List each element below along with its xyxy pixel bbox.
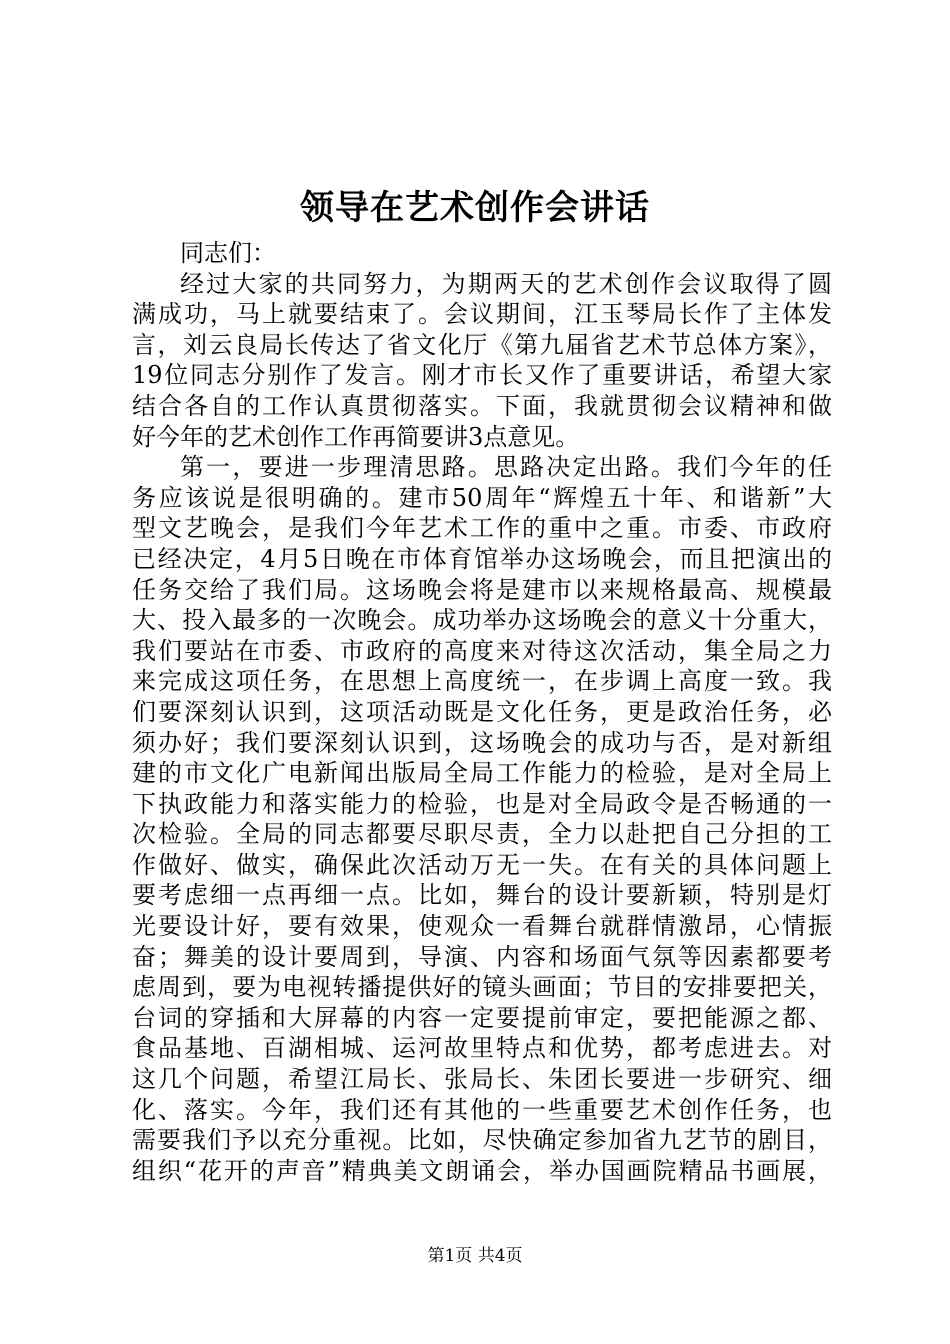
paragraph-line: 需要我们予以充分重视。比如，尽快确定参加省九艺节的剧目， bbox=[132, 1126, 832, 1155]
paragraph-line: 满成功，马上就要结束了。会议期间，江玉琴局长作了主体发 bbox=[132, 300, 832, 329]
paragraph-line: 大、投入最多的一次晚会。成功举办这场晚会的意义十分重大， bbox=[132, 606, 832, 635]
paragraph-line: 要考虑细一点再细一点。比如，舞台的设计要新颖，特别是灯 bbox=[132, 881, 832, 910]
page-number: 第1页 共4页 bbox=[427, 1246, 523, 1266]
paragraph-line: 任务交给了我们局。这场晚会将是建市以来规格最高、规模最 bbox=[132, 575, 832, 604]
salutation-line: 同志们： bbox=[180, 239, 276, 267]
paragraph-line: 务应该说是很明确的。建市50周年“辉煌五十年、和谐新”大 bbox=[132, 483, 832, 512]
paragraph-line: 19位同志分别作了发言。刚才市长又作了重要讲话，希望大家 bbox=[132, 361, 832, 390]
paragraph-line: 台词的穿插和大屏幕的内容一定要提前审定，要把能源之都、 bbox=[132, 1003, 832, 1032]
paragraph-line: 第一，要进一步理清思路。思路决定出路。我们今年的任 bbox=[180, 453, 832, 482]
paragraph-line: 奋；舞美的设计要周到，导演、内容和场面气氛等因素都要考 bbox=[132, 942, 832, 971]
paragraph-line: 光要设计好，要有效果，使观众一看舞台就群情激昂，心情振 bbox=[132, 912, 832, 941]
paragraph-line: 结合各自的工作认真贯彻落实。下面，我就贯彻会议精神和做 bbox=[132, 391, 832, 420]
paragraph-line: 好今年的艺术创作工作再简要讲3点意见。 bbox=[132, 422, 580, 451]
document-body bbox=[132, 238, 832, 1186]
paragraph-line: 型文艺晚会，是我们今年艺术工作的重中之重。市委、市政府 bbox=[132, 514, 832, 543]
paragraph-line: 已经决定，4月5日晚在市体育馆举办这场晚会，而且把演出的 bbox=[132, 544, 832, 573]
paragraph-line: 下执政能力和落实能力的检验，也是对全局政令是否畅通的一 bbox=[132, 789, 832, 818]
paragraph-line: 来完成这项任务，在思想上高度统一，在步调上高度一致。我 bbox=[132, 667, 832, 696]
paragraph-line: 作做好、做实，确保此次活动万无一失。在有关的具体问题上 bbox=[132, 850, 832, 879]
paragraph-line: 组织“花开的声音”精典美文朗诵会，举办国画院精品书画展， bbox=[132, 1156, 832, 1185]
paragraph-line: 们要深刻认识到，这项活动既是文化任务，更是政治任务，必 bbox=[132, 697, 832, 726]
paragraph-line: 须办好；我们要深刻认识到，这场晚会的成功与否，是对新组 bbox=[132, 728, 832, 757]
paragraph-line: 次检验。全局的同志都要尽职尽责，全力以赴把自己分担的工 bbox=[132, 820, 832, 849]
paragraph-line: 言，刘云良局长传达了省文化厅《第九届省艺术节总体方案》， bbox=[132, 330, 832, 359]
document-title: 领导在艺术创作会讲话 bbox=[300, 188, 650, 228]
paragraph-line: 虑周到，要为电视转播提供好的镜头画面；节目的安排要把关， bbox=[132, 973, 832, 1002]
paragraph-line: 经过大家的共同努力，为期两天的艺术创作会议取得了圆 bbox=[180, 269, 832, 298]
paragraph-line: 这几个问题，希望江局长、张局长、朱团长要进一步研究、细 bbox=[132, 1065, 832, 1094]
paragraph-line: 化、落实。今年，我们还有其他的一些重要艺术创作任务，也 bbox=[132, 1095, 832, 1124]
paragraph-line: 食品基地、百湖相城、运河故里特点和优势，都考虑进去。对 bbox=[132, 1034, 832, 1063]
paragraph-line: 我们要站在市委、市政府的高度来对待这次活动，集全局之力 bbox=[132, 636, 832, 665]
paragraph-line: 建的市文化广电新闻出版局全局工作能力的检验，是对全局上 bbox=[132, 759, 832, 788]
